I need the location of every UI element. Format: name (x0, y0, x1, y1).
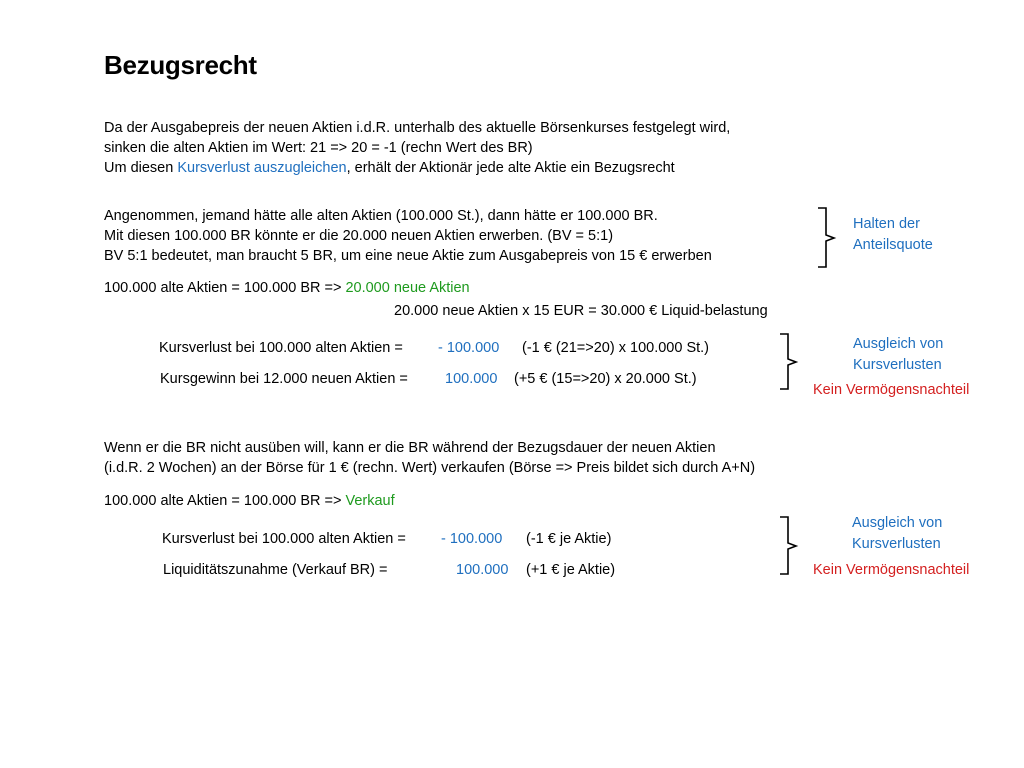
block1-gain-label: Kursgewinn bei 12.000 neuen Aktien = (160, 371, 408, 387)
calc-shares (104, 280, 470, 296)
example-paragraph (104, 206, 712, 266)
calc-sale (104, 493, 395, 509)
block2-gain-label: Liquiditätszunahme (Verkauf BR) = (163, 562, 388, 578)
intro-line-2: sinken die alten Aktien im Wert: 21 => 20 = -1 (rechn Wert des BR) (104, 140, 533, 156)
block2-gain-detail: (+1 € je Aktie) (526, 562, 616, 578)
brace-block2 (778, 516, 798, 576)
block2-no-loss: Kein Vermögensnachteil (813, 562, 970, 578)
note-block2-line-2: Kursverlusten (852, 536, 941, 552)
block1-gain-detail: (+5 € (15=>20) x 20.000 St.) (514, 371, 697, 387)
intro-line-3-post: , erhält der Aktionär jede alte Aktie ein Bezugsrecht (346, 160, 675, 176)
brace-block1 (778, 333, 798, 391)
intro-line-3-pre: Um diesen (104, 160, 178, 176)
calc-sale-pre: 100.000 alte Aktien = 100.000 BR => (104, 493, 346, 509)
block1-gain-value: 100.000 (445, 371, 498, 387)
example-line-1: Angenommen, jemand hätte alle alten Aktien (100.000 St.), dann hätte er 100.000 BR. (104, 208, 658, 224)
calc-liquid: 20.000 neue Aktien x 15 EUR = 30.000 € Liquid-belastung (394, 303, 768, 319)
block2-loss-label: Kursverlust bei 100.000 alten Aktien = (162, 531, 406, 547)
sale-paragraph (104, 438, 755, 478)
note-anteilsquote-line-2: Anteilsquote (853, 237, 933, 253)
note-block2 (852, 513, 942, 555)
note-block1 (853, 334, 943, 376)
intro-line-3 (104, 158, 730, 178)
example-line-3: BV 5:1 bedeutet, man braucht 5 BR, um eine neue Aktie zum Ausgabepreis von 15 € erwerben (104, 248, 712, 264)
sale-line-2: (i.d.R. 2 Wochen) an der Börse für 1 € (rechn. Wert) verkaufen (Börse => Preis bildet sich durch A+N) (104, 460, 756, 476)
calc-shares-highlight: 20.000 neue Aktien (345, 280, 470, 296)
block1-no-loss: Kein Vermögensnachteil (813, 382, 970, 398)
note-block1-line-2: Kursverlusten (853, 357, 942, 373)
example-line-2: Mit diesen 100.000 BR könnte er die 20.000 neuen Aktien erwerben. (BV = 5:1) (104, 228, 614, 244)
intro-highlight: Kursverlust auszugleichen (177, 160, 347, 176)
calc-sale-highlight: Verkauf (345, 493, 395, 509)
block2-loss-detail: (-1 € je Aktie) (526, 531, 612, 547)
intro-line-1: Da der Ausgabepreis der neuen Aktien i.d.R. unterhalb des aktuelle Börsenkurses festgelegt wird, (104, 120, 731, 136)
sale-line-1: Wenn er die BR nicht ausüben will, kann er die BR während der Bezugsdauer der neuen Aktien (104, 440, 716, 456)
block1-loss-value: - 100.000 (438, 340, 500, 356)
block2-gain-value: 100.000 (456, 562, 509, 578)
note-anteilsquote-line-1: Halten der (853, 216, 920, 232)
block2-loss-value: - 100.000 (441, 531, 503, 547)
intro-paragraph (104, 118, 730, 178)
brace-anteilsquote (816, 207, 836, 269)
note-anteilsquote (853, 214, 933, 256)
block1-loss-detail: (-1 € (21=>20) x 100.000 St.) (522, 340, 709, 356)
calc-shares-pre: 100.000 alte Aktien = 100.000 BR => (104, 280, 346, 296)
block1-loss-label: Kursverlust bei 100.000 alten Aktien = (159, 340, 403, 356)
note-block1-line-1: Ausgleich von (853, 336, 944, 352)
note-block2-line-1: Ausgleich von (852, 515, 943, 531)
page-title: Bezugsrecht (104, 50, 257, 80)
